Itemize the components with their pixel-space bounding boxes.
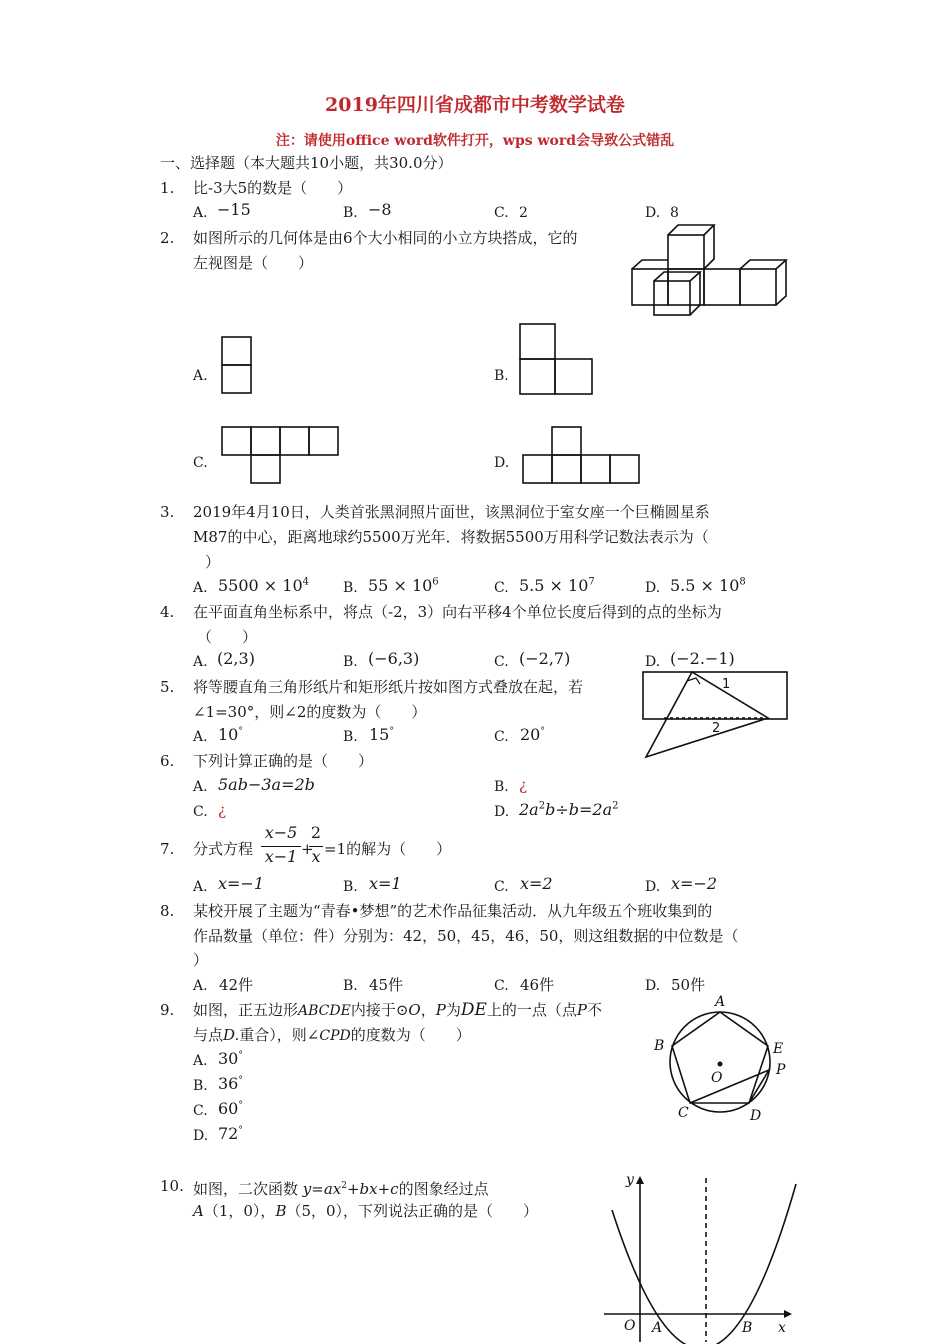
q1-d-value: 8 — [670, 205, 679, 221]
q6-text: 下列计算正确的是（ ） — [193, 752, 374, 770]
q2-c-figure — [221, 426, 341, 484]
q6-b-value: ¿ — [519, 776, 528, 794]
q6-d-value-2: b÷b=2a — [545, 800, 613, 819]
q9-text-3: 上的一点（点 — [486, 1001, 577, 1019]
q10-text-3: （1，0）， — [203, 1202, 276, 1220]
q5-c-value: 20 — [520, 725, 541, 744]
q9-b-value: 36 — [218, 1074, 239, 1093]
q1-c-value: 2 — [519, 205, 528, 221]
q7-a-value: x=−1 — [218, 874, 265, 893]
q9-number: 9. — [160, 1001, 175, 1019]
q1-a-label: A. — [193, 205, 208, 221]
q5-number: 5. — [160, 678, 175, 696]
q5-b-label: B. — [343, 729, 358, 745]
q3-d-label: D. — [645, 580, 661, 596]
q9-p: P — [435, 1001, 446, 1019]
q8-d-label: D. — [645, 978, 661, 994]
q5-triangle-figure — [642, 670, 792, 760]
q7-b-label: B. — [343, 879, 358, 895]
q2-d-label: D. — [494, 455, 510, 471]
q8-b-value: 45件 — [369, 976, 404, 994]
q7-frac2-den: x — [311, 847, 321, 866]
q9-a-value: 30 — [218, 1049, 239, 1068]
q1-c-label: C. — [494, 205, 509, 221]
q9-bu: 不 — [587, 1001, 603, 1019]
q3-d-exp: 8 — [739, 576, 746, 588]
q5-angle2-label: 2 — [712, 721, 721, 736]
q8-b-label: B. — [343, 978, 358, 994]
q7-d-label: D. — [645, 879, 661, 895]
q4-b-value: (−6,3) — [368, 649, 420, 668]
q3-a-value: 5500 × 10 — [218, 576, 303, 595]
q6-a-value: 5ab−3a=2b — [218, 775, 315, 794]
q3-number: 3. — [160, 503, 175, 521]
section-header: 一、选择题（本大题共10小题，共30.0分） — [160, 154, 453, 172]
q10-ax: ax — [323, 1180, 342, 1198]
q10-y: y — [302, 1180, 312, 1198]
q7-d-value: x=−2 — [671, 874, 718, 893]
q4-d-value: (−2.−1) — [670, 649, 735, 668]
q10-text-2: 的图象经过点 — [398, 1180, 489, 1198]
q10-square: 2 — [341, 1181, 347, 1191]
q9-label-e: E — [773, 1041, 784, 1057]
q9-c-label: C. — [193, 1103, 208, 1119]
q3-line1: 2019年4月10日，人类首张黑洞照片面世，该黑洞位于室女座一个巨椭圆星系 — [193, 503, 710, 521]
q10-label-x: x — [778, 1320, 786, 1336]
q8-line2: 作品数量（单位：件）分别为：42，50，45，46，50，则这组数据的中位数是（ — [193, 927, 739, 945]
q10-label-a: A — [652, 1320, 663, 1336]
q9-label-b: B — [654, 1038, 665, 1054]
q3-d-value: 5.5 × 10 — [670, 576, 740, 595]
q9-c-deg: ° — [238, 1100, 243, 1111]
q7-frac2-num: 2 — [310, 823, 322, 842]
q5-line1: 将等腰直角三角形纸片和矩形纸片按如图方式叠放在起，若 — [193, 678, 584, 696]
q3-c-label: C. — [494, 580, 509, 596]
q9-label-a: A — [715, 994, 726, 1010]
q7-c-value: x=2 — [520, 874, 553, 893]
q9-a-label: A. — [193, 1053, 208, 1069]
q9-p2: P — [576, 1001, 588, 1019]
q4-c-label: C. — [494, 654, 509, 670]
q5-c-deg: ° — [540, 726, 545, 737]
q3-b-exp: 6 — [432, 576, 439, 588]
q2-c-label: C. — [193, 455, 208, 471]
q1-number: 1. — [160, 179, 175, 197]
q3-line3: ） — [205, 553, 221, 571]
q10-bx: +bx+c — [346, 1180, 399, 1198]
q9-label-c: C — [678, 1105, 689, 1121]
q8-a-label: A. — [193, 978, 208, 994]
q2-cube-figure — [630, 223, 790, 318]
q9-cpd: CPD — [319, 1028, 351, 1044]
q4-line2: （ ） — [197, 628, 258, 646]
q2-b-label: B. — [494, 368, 509, 384]
q8-d-value: 50件 — [671, 976, 706, 994]
q8-number: 8. — [160, 902, 175, 920]
q7-c-label: C. — [494, 879, 509, 895]
q2-a-figure — [221, 336, 253, 394]
q5-b-deg: ° — [389, 726, 394, 737]
q1-text: 比-3大5的数是（ ） — [193, 179, 353, 197]
q6-d-value-1: 2a — [519, 800, 539, 819]
q10-parabola-figure — [600, 1170, 800, 1344]
q10-label-b: B — [742, 1320, 753, 1336]
q4-d-label: D. — [645, 654, 661, 670]
q9-text-1: 如图，正五边形 — [193, 1001, 299, 1019]
q9-abcde: ABCDE — [298, 1003, 351, 1019]
q9-c-value: 60 — [218, 1099, 239, 1118]
q2-b-figure — [519, 323, 595, 395]
q6-d-sup-1: 2 — [538, 800, 546, 812]
q7-frac1-den: x−1 — [264, 847, 298, 866]
q5-c-label: C. — [494, 729, 509, 745]
q9-label-o: O — [711, 1070, 723, 1086]
q2-a-label: A. — [193, 368, 208, 384]
q7-number: 7. — [160, 840, 175, 858]
q9-arc-de: DE — [460, 1000, 487, 1020]
q3-a-label: A. — [193, 580, 208, 596]
q10-text-1: 如图，二次函数 — [193, 1180, 303, 1198]
q2-line1: 如图所示的几何体是由6个大小相同的小立方块搭成，它的 — [193, 229, 578, 247]
q9-text-6: 的度数为（ ） — [350, 1026, 471, 1044]
q1-d-label: D. — [645, 205, 661, 221]
q9-comma: ， — [420, 1001, 436, 1019]
q4-a-value: (2,3) — [217, 649, 255, 668]
q8-line1: 某校开展了主题为“青春•梦想”的艺术作品征集活动．从九年级五个班收集到的 — [193, 902, 713, 920]
page-title: 2019年四川省成都市中考数学试卷 — [325, 94, 625, 116]
q4-line1: 在平面直角坐标系中，将点（-2，3）向右平移4个单位长度后得到的点的坐标为 — [193, 603, 722, 621]
q4-c-value: (−2,7) — [519, 649, 571, 668]
q8-c-value: 46件 — [520, 976, 555, 994]
q5-a-deg: ° — [238, 726, 243, 737]
q9-d: D. — [223, 1026, 240, 1044]
q6-a-label: A. — [193, 779, 208, 795]
q7-b-value: x=1 — [369, 874, 402, 893]
q5-angle1-label: 1 — [722, 677, 731, 692]
q5-line2: ∠1=30°，则∠2的度数为（ ） — [193, 703, 427, 721]
q3-c-value: 5.5 × 10 — [519, 576, 589, 595]
q6-number: 6. — [160, 752, 175, 770]
q2-number: 2. — [160, 229, 175, 247]
q9-text-5: 重合），则∠ — [239, 1026, 320, 1044]
q1-b-label: B. — [343, 205, 358, 221]
q10-text-4: （5，0），下列说法正确的是（ ） — [286, 1202, 539, 1220]
q9-text-4: 与点 — [193, 1026, 224, 1044]
q9-d-deg: ° — [238, 1125, 243, 1136]
q8-c-label: C. — [494, 978, 509, 994]
q2-line2: 左视图是（ ） — [193, 254, 314, 272]
q10-label-y: y — [626, 1172, 634, 1188]
q5-a-value: 10 — [218, 725, 239, 744]
q9-label-d: D — [750, 1108, 762, 1124]
q2-d-figure — [522, 426, 642, 484]
q3-b-value: 55 × 10 — [368, 576, 433, 595]
q1-a-value: −15 — [217, 200, 251, 219]
q4-b-label: B. — [343, 654, 358, 670]
q9-label-p: P — [776, 1062, 786, 1078]
q9-text-2: 内接于⊙ — [350, 1001, 409, 1019]
q9-d-value: 72 — [218, 1124, 239, 1143]
q7-plus: + — [301, 840, 314, 858]
q5-a-label: A. — [193, 729, 208, 745]
q6-c-value: ¿ — [218, 801, 227, 819]
note: 注：请使用office word软件打开，wps word会导致公式错乱 — [275, 133, 675, 149]
q7-frac1-num: x−5 — [264, 823, 298, 842]
q10-number: 10. — [160, 1177, 184, 1195]
q9-b-label: B. — [193, 1078, 208, 1094]
q5-b-value: 15 — [369, 725, 390, 744]
q7-a-label: A. — [193, 879, 208, 895]
q9-wei: 为 — [445, 1001, 461, 1019]
q6-d-label: D. — [494, 804, 510, 820]
q10-point-b: B — [275, 1202, 287, 1220]
q10-label-o: O — [624, 1318, 636, 1334]
q6-b-label: B. — [494, 779, 509, 795]
q9-pentagon-figure — [648, 990, 798, 1130]
q4-number: 4. — [160, 603, 175, 621]
q1-b-value: −8 — [368, 200, 392, 219]
q6-d-sup-2: 2 — [612, 800, 619, 812]
q6-c-label: C. — [193, 804, 208, 820]
q3-c-exp: 7 — [588, 576, 595, 588]
q8-line3: ） — [193, 951, 209, 969]
q9-b-deg: ° — [238, 1075, 243, 1086]
q9-o: O — [408, 1001, 421, 1019]
q3-b-label: B. — [343, 580, 358, 596]
q8-a-value: 42件 — [219, 976, 254, 994]
q9-d-label: D. — [193, 1128, 209, 1144]
q9-a-deg: ° — [238, 1050, 243, 1061]
q3-a-exp: 4 — [302, 576, 310, 588]
q3-line2: M87的中心，距离地球约5500万光年．将数据5500万用科学记数法表示为（ — [193, 528, 709, 546]
q10-point-a: A — [193, 1202, 204, 1220]
q4-a-label: A. — [193, 654, 208, 670]
q7-pre: 分式方程 — [193, 840, 254, 858]
q7-post: =1的解为（ ） — [324, 840, 452, 858]
q10-eq: = — [311, 1180, 324, 1198]
